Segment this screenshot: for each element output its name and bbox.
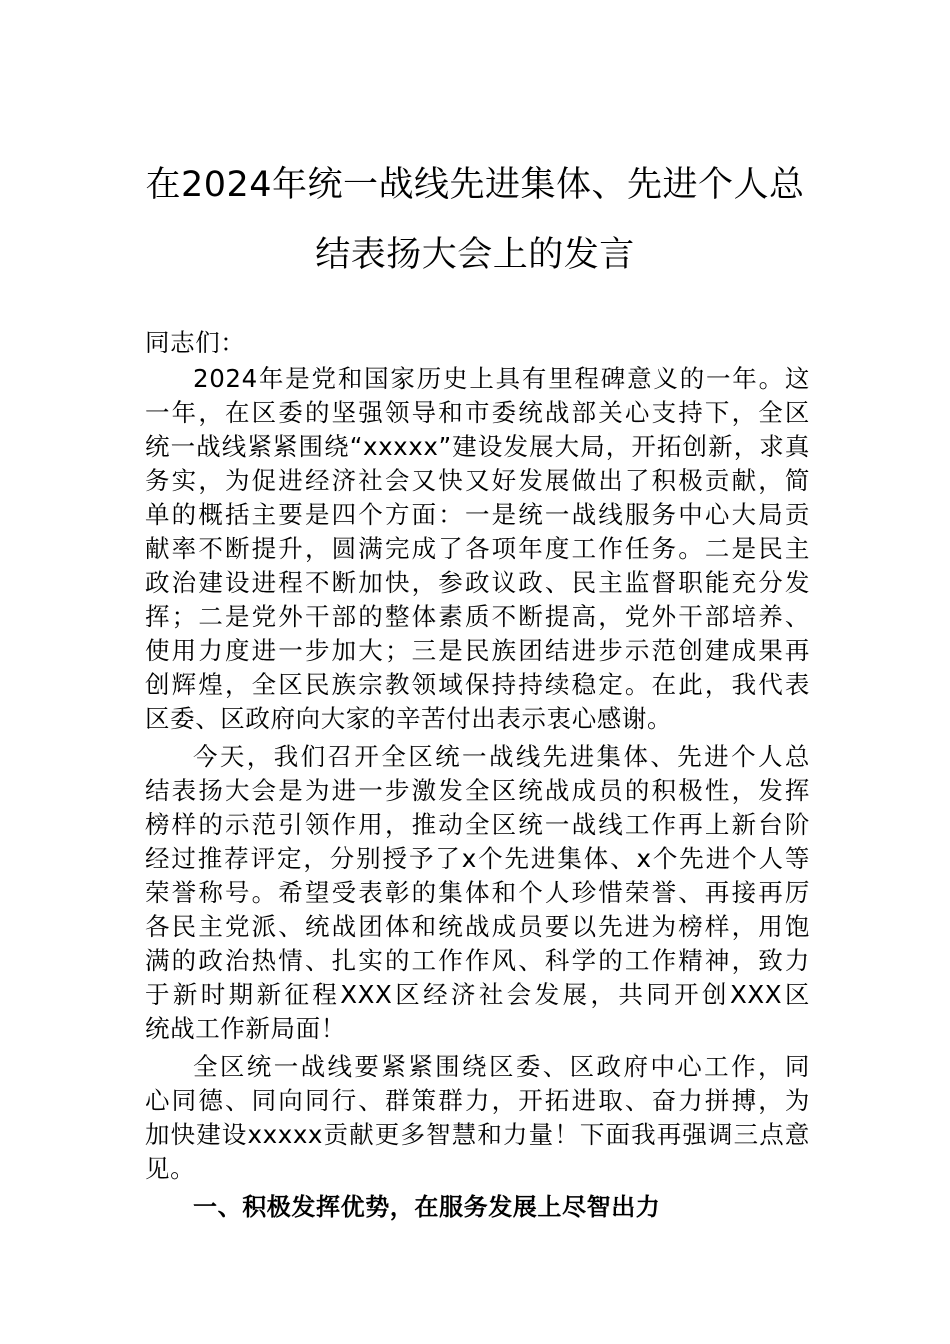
paragraph-line: 单的概括主要是四个方面：一是统一战线服务中心大局贡 xyxy=(145,500,810,529)
paragraph-line: 结表扬大会是为进一步激发全区统战成员的积极性，发挥 xyxy=(145,776,810,805)
paragraph-line: 统战工作新局面！ xyxy=(145,1014,346,1043)
paragraph-line: 创辉煌，全区民族宗教领域保持持续稳定。在此，我代表 xyxy=(145,670,810,699)
paragraph-line: 区委、区政府向大家的辛苦付出表示衷心感谢。 xyxy=(145,704,673,733)
paragraph-line: 献率不断提升，圆满完成了各项年度工作任务。二是民主 xyxy=(145,534,810,563)
paragraph-line: 政治建设进程不断加快，参政议政、民主监督职能充分发 xyxy=(145,568,810,597)
paragraph-line: 全区统一战线要紧紧围绕区委、区政府中心工作，同 xyxy=(193,1052,810,1081)
paragraph-line: 统一战线紧紧围绕“xxxxx”建设发展大局，开拓创新，求真 xyxy=(145,432,810,461)
paragraph-line: 见。 xyxy=(145,1154,196,1183)
paragraph-line: 加快建设xxxxx贡献更多智慧和力量！下面我再强调三点意 xyxy=(145,1120,810,1149)
paragraph-line: 于新时期新征程XXX区经济社会发展，共同开创XXX区 xyxy=(145,980,810,1009)
paragraph-line: 心同德、同向同行、群策群力，开拓进取、奋力拼搏，为 xyxy=(145,1086,810,1115)
document-title-line-2: 结表扬大会上的发言 xyxy=(315,235,635,275)
paragraph-line: 务实，为促进经济社会又快又好发展做出了积极贡献，简 xyxy=(145,466,810,495)
paragraph-line: 挥；二是党外干部的整体素质不断提高，党外干部培养、 xyxy=(145,602,810,631)
paragraph-line: 各民主党派、统战团体和统战成员要以先进为榜样，用饱 xyxy=(145,912,810,941)
paragraph-line: 榜样的示范引领作用，推动全区统一战线工作再上新台阶 xyxy=(145,810,810,839)
paragraph-line: 使用力度进一步加大；三是民族团结进步示范创建成果再 xyxy=(145,636,810,665)
paragraph-line: 荣誉称号。希望受表彰的集体和个人珍惜荣誉、再接再厉 xyxy=(145,878,810,907)
paragraph-line: 一年，在区委的坚强领导和市委统战部关心支持下，全区 xyxy=(145,398,810,427)
paragraph-line: 经过推荐评定，分别授予了x个先进集体、x个先进个人等 xyxy=(145,844,810,873)
salutation: 同志们： xyxy=(145,328,246,357)
section-heading: 一、积极发挥优势，在服务发展上尽智出力 xyxy=(193,1193,661,1221)
paragraph-line: 2024年是党和国家历史上具有里程碑意义的一年。这 xyxy=(193,364,810,393)
paragraph-line: 满的政治热情、扎实的工作作风、科学的工作精神，致力 xyxy=(145,946,810,975)
paragraph-line: 今天，我们召开全区统一战线先进集体、先进个人总 xyxy=(193,742,810,771)
document-title-line-1: 在2024年统一战线先进集体、先进个人总 xyxy=(145,165,805,205)
